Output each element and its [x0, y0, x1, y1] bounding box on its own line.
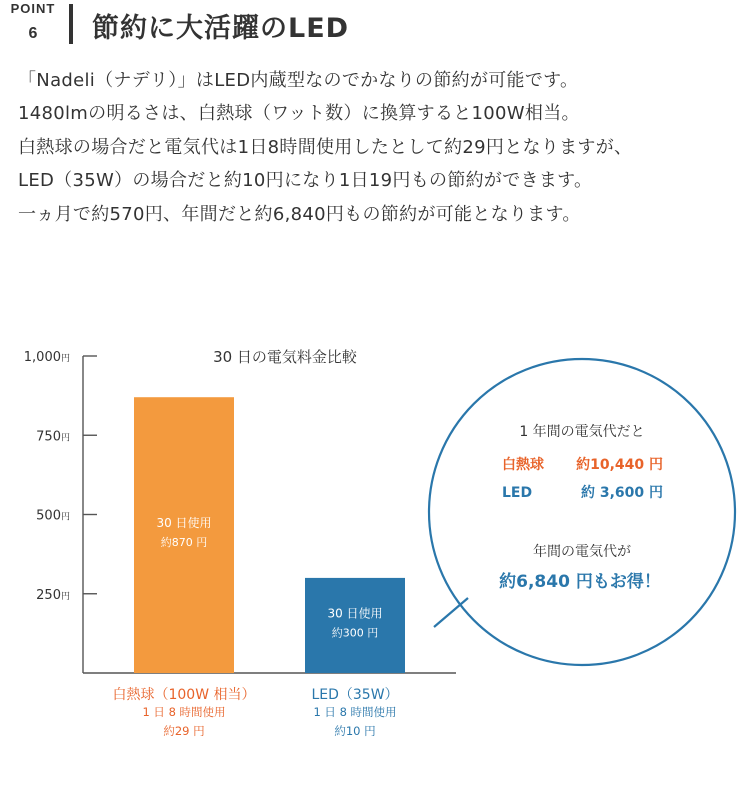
y-tick-label: 250円 [36, 587, 70, 603]
bubble-incandescent-label: 白熱球 [502, 457, 544, 473]
bar-led-inner-label: 30 日使用 [327, 606, 383, 621]
category-label-led: 1 日 8 時間使用 [313, 705, 397, 719]
point-number: 6 [28, 25, 38, 42]
y-tick-label: 750円 [36, 429, 70, 445]
bubble-pointer [434, 598, 468, 627]
point-word: POINT [10, 1, 56, 16]
chart-bars [112, 397, 405, 738]
intro-line: 1480lmの明るさは、白熱球（ワット数）に換算すると100W相当。 [18, 103, 580, 125]
intro-line: 「Nadeli（ナデリ）」はLED内蔵型なのでかなりの節約が可能です。 [18, 70, 579, 91]
bubble-savings-highlight: 約6,840 円もお得！ [499, 572, 661, 592]
intro-line: LED（35W）の場合だと約10円になり1日19円もの節約ができます。 [18, 170, 593, 192]
bar-incandescent-inner-label: 30 日使用 [156, 516, 212, 531]
category-label-incandescent: 1 日 8 時間使用 [142, 705, 226, 719]
intro-line: 白熱球の場合だと電気代は1日8時間使用したとして約29円となりますが、 [18, 136, 633, 158]
bubble-heading: 1 年間の電気代だと [519, 424, 645, 440]
chart-title: 30 日の電気料金比較 [213, 348, 357, 366]
bar-incandescent [134, 397, 234, 673]
page-title: 節約に大活躍のLED [92, 13, 350, 44]
bubble-incandescent-value: 約10,440 円 [576, 457, 663, 473]
intro-line: 一ヵ月で約570円、年間だと約6,840円もの節約が可能となります。 [18, 203, 581, 225]
y-tick-label: 1,000円 [23, 350, 70, 365]
bar-led [305, 578, 405, 673]
category-label-incandescent: 約29 円 [163, 724, 205, 738]
bar-led-inner-label: 約300 円 [331, 626, 379, 640]
category-label-incandescent: 白熱球（100W 相当） [112, 687, 256, 703]
bubble-subheading: 年間の電気代が [533, 544, 631, 560]
category-label-led: 約10 円 [334, 724, 376, 738]
bubble-led-label: LED [502, 485, 533, 501]
bar-incandescent-inner-label: 約870 円 [160, 536, 208, 550]
bubble-led-value: 約 3,600 円 [580, 485, 663, 501]
y-tick-label: 500円 [36, 508, 70, 524]
annual-cost-bubble [429, 359, 735, 665]
category-label-led: LED（35W） [311, 687, 399, 703]
bubble-circle [429, 359, 735, 665]
